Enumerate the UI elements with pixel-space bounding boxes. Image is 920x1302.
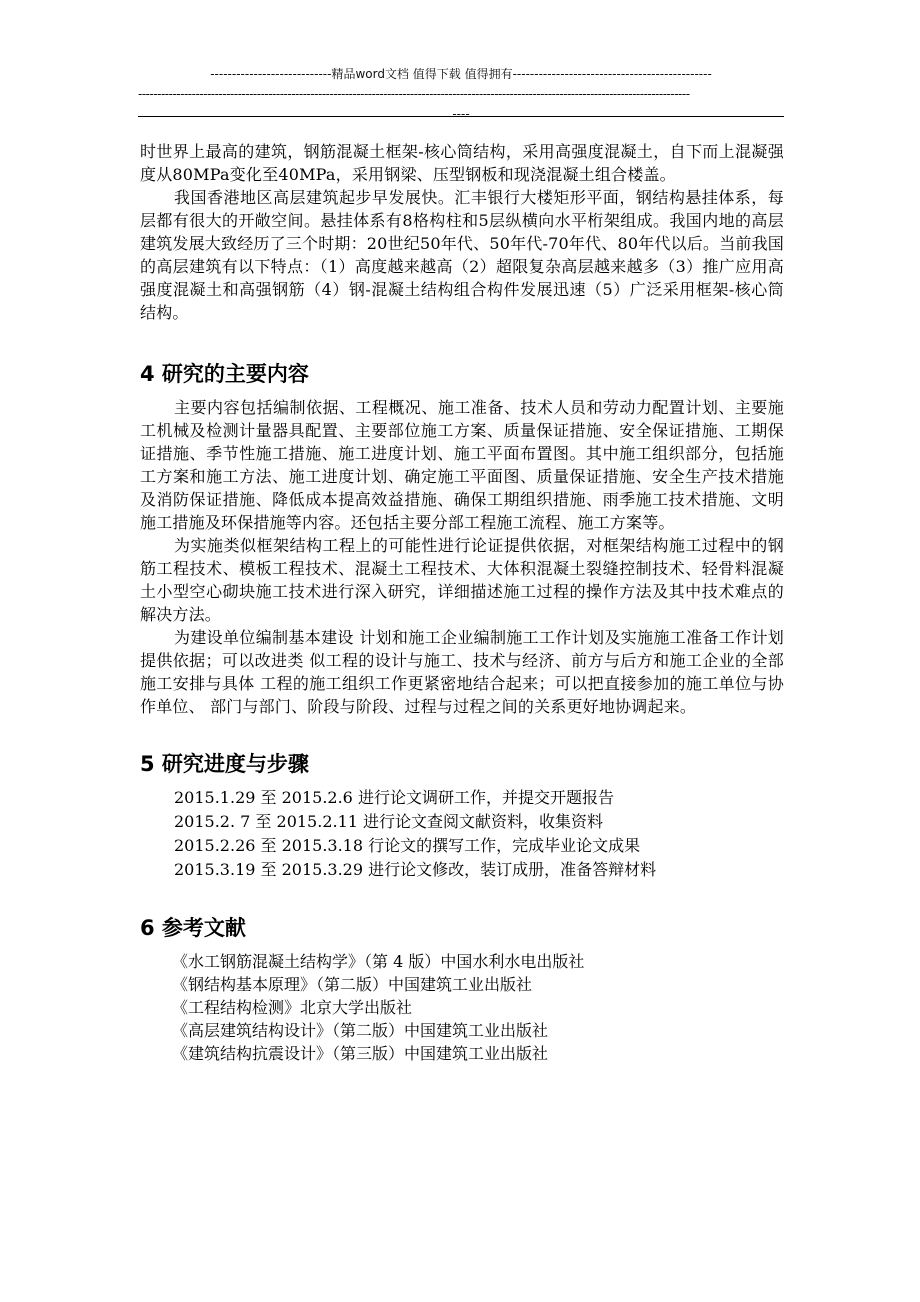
section-4-paragraph-1: 主要内容包括编制依据、工程概况、施工准备、技术人员和劳动力配置计划、主要施工机械及检测计量器具配置、主要部位施工方案、质量保证措施、安全保证措施、工期保证措施、季节性施工措施、施工进度计划、施工平面布置图。其中施工组织部分，包括施工方案和施工方法、施工进度计划、确定施工平面图、质量保证措施、安全生产技术措施及消防保证措施、降低成本提高效益措施、确保工期组织措施、雨季施工技术措施、文明施工措施及环保措施等内容。还包括主要分部工程施工流程、施工方案等。 [140,398,784,532]
schedule-item: 2015.1.29 至 2015.2.6 进行论文调研工作，并提交开题报告 [174,788,614,807]
reference-item: 《建筑结构抗震设计》（第三版）中国建筑工业出版社 [172,1044,549,1063]
reference-item: 《高层建筑结构设计》（第二版）中国建筑工业出版社 [172,1021,549,1040]
page-header [138,64,784,124]
section-4-paragraph-3: 为建设单位编制基本建设 计划和施工企业编制施工工作计划及实施施工准备工作计划提供依据；可以改进类 似工程的设计与施工、技术与经济、前方与后方和施工企业的全部施工安排与具体 工程的施工组织工作更紧密地结合起来；可以把直接参加的施工单位与协作单位、 部门与部门、阶段与阶段、过程与过程之间的关系更好地协调起来。 [140,628,784,716]
schedule-item: 2015.2.26 至 2015.3.18 行论文的撰写工作，完成毕业论文成果 [174,836,641,855]
reference-item: 《钢结构基本原理》（第二版）中国建筑工业出版社 [172,975,533,994]
hong-kong-paragraph: 我国香港地区高层建筑起步早发展快。汇丰银行大楼矩形平面，钢结构悬挂体系，每层都有很大的开敞空间。悬挂体系有8格构柱和5层纵横向水平桁架组成。我国内地的高层建筑发展大致经历了三个时期：20世纪50年代、50年代-70年代、80年代以后。当前我国的高层建筑有以下特点：（1）高度越来越高（2）超限复杂高层越来越多（3）推广应用高强度混凝土和高强钢筋（4）钢-混凝土结构组合构件发展迅速（5）广泛采用框架-核心筒结构。 [140,188,785,322]
header-rule [138,116,784,117]
section-4-heading: 4 研究的主要内容 [140,362,309,386]
section-5-heading: 5 研究进度与步骤 [140,752,309,776]
reference-item: 《水工钢筋混凝土结构学》（第 4 版）中国水利水电出版社 [172,952,585,971]
document-body [140,140,784,1065]
schedule-item: 2015.2. 7 至 2015.2.11 进行论文查阅文献资料，收集资料 [174,812,604,831]
intro-paragraph: 时世界上最高的建筑，钢筋混凝土框架-核心筒结构，采用高强度混凝土，自下而上混凝强度从80MPa变化至40MPa，采用钢梁、压型钢板和现浇混凝土组合楼盖。 [140,142,784,184]
reference-item: 《工程结构检测》北京大学出版社 [172,998,413,1017]
header-dash-tail: ---- [452,107,470,121]
schedule-item: 2015.3.19 至 2015.3.29 进行论文修改，装订成册，准备答辩材料 [174,860,657,879]
reference-list [140,950,784,1065]
section-6-heading: 6 参考文献 [140,916,246,940]
schedule-list [140,786,784,882]
header-dash-line: ------------------------------------------------------------------------------------------------------------------------------------------------ [138,87,690,101]
header-banner-text: ----------------------------精品word文档 值得下载 值得拥有---------------------------------------------- [210,67,712,81]
section-4-paragraph-2: 为实施类似框架结构工程上的可能性进行论证提供依据，对框架结构施工过程中的钢筋工程技术、模板工程技术、混凝土工程技术、大体积混凝土裂缝控制技术、轻骨料混凝土小型空心砌块施工技术进行深入研究，详细描述施工过程的操作方法及其中技术难点的解决方法。 [140,536,784,624]
